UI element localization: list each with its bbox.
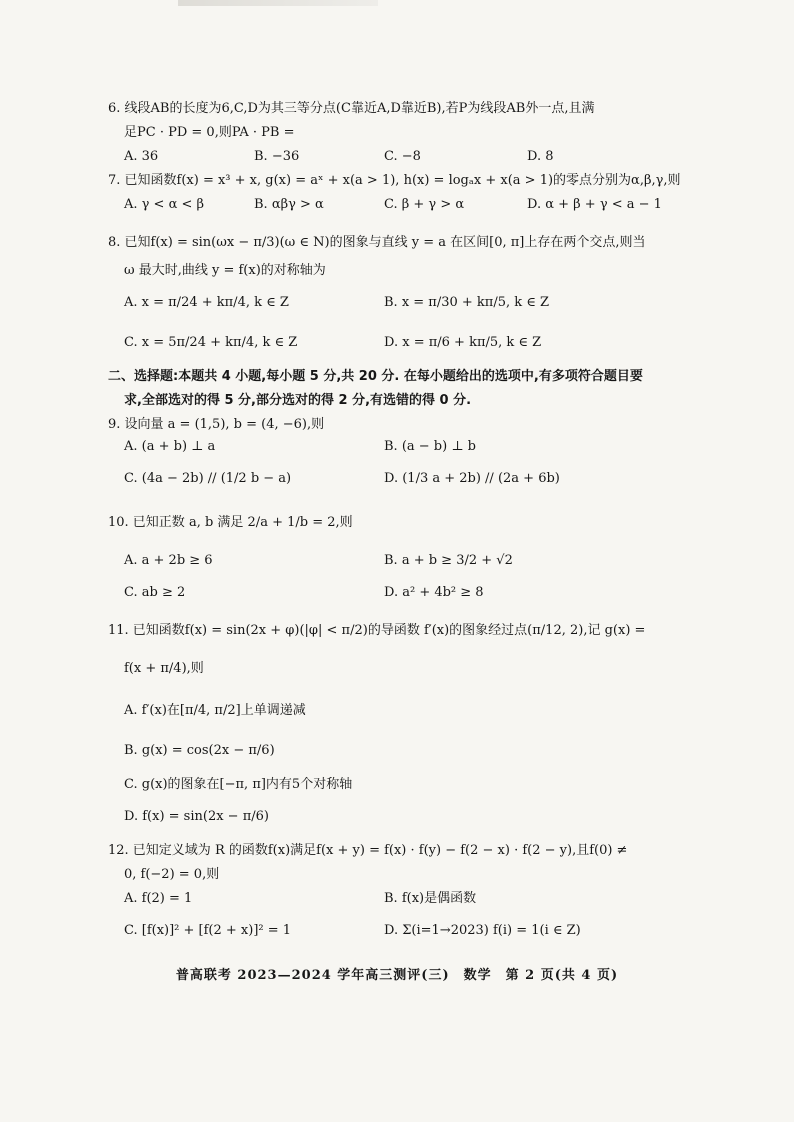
q6-stem-line1: 6. 线段AB的长度为6,C,D为其三等分点(C靠近A,D靠近B),若P为线段AB外一点,且满 xyxy=(108,101,595,116)
q9-option-c: C. (4a − 2b) // (1/2 b − a) xyxy=(124,471,292,486)
q10-option-b: B. a + b ≥ 3/2 + √2 xyxy=(384,553,513,568)
q12-stem-line1: 12. 已知定义域为 R 的函数f(x)满足f(x + y) = f(x) · f(y) − f(2 − x) · f(2 − y),且f(0) ≠ xyxy=(108,843,628,858)
q7-option-a: A. γ < α < β xyxy=(124,197,205,212)
q9-option-b: B. (a − b) ⊥ b xyxy=(384,439,477,454)
q12-option-b: B. f(x)是偶函数 xyxy=(384,891,477,906)
scan-artifact xyxy=(178,0,378,6)
q6-option-d: D. 8 xyxy=(527,149,554,164)
q11-stem-line2: f(x + π/4),则 xyxy=(124,661,204,676)
q8-stem-line1: 8. 已知f(x) = sin(ωx − π/3)(ω ∈ N)的图象与直线 y = a 在区间[0, π]上存在两个交点,则当 xyxy=(108,235,646,250)
q11-option-b: B. g(x) = cos(2x − π/6) xyxy=(124,743,275,758)
q10-option-d: D. a² + 4b² ≥ 8 xyxy=(384,585,484,600)
q12-option-c: C. [f(x)]² + [f(2 + x)]² = 1 xyxy=(124,923,292,938)
q9-option-a: A. (a + b) ⊥ a xyxy=(124,439,216,454)
q12-stem-line2: 0, f(−2) = 0,则 xyxy=(124,867,220,882)
q10-stem: 10. 已知正数 a, b 满足 2/a + 1/b = 2,则 xyxy=(108,515,353,530)
q12-option-d: D. Σ(i=1→2023) f(i) = 1(i ∈ Z) xyxy=(384,923,581,938)
q9-option-d: D. (1/3 a + 2b) // (2a + 6b) xyxy=(384,471,560,486)
q8-option-b: B. x = π/30 + kπ/5, k ∈ Z xyxy=(384,295,550,310)
section-2-instructions-line1: 二、选择题:本题共 4 小题,每小题 5 分,共 20 分. 在每小题给出的选项中,有多项符合题目要 xyxy=(108,369,643,384)
page-footer: 普高联考 2023—2024 学年高三测评(三) 数学 第 2 页(共 4 页) xyxy=(175,968,619,983)
q11-option-a: A. f′(x)在[π/4, π/2]上单调递减 xyxy=(124,703,306,718)
q7-option-c: C. β + γ > α xyxy=(384,197,465,212)
q11-option-d: D. f(x) = sin(2x − π/6) xyxy=(124,809,269,824)
q10-option-c: C. ab ≥ 2 xyxy=(124,585,186,600)
q11-option-c: C. g(x)的图象在[−π, π]内有5个对称轴 xyxy=(124,777,353,792)
q7-stem: 7. 已知函数f(x) = x³ + x, g(x) = aˣ + x(a > 1), h(x) = logₐx + x(a > 1)的零点分别为α,β,γ,则 xyxy=(108,173,681,188)
q6-option-c: C. −8 xyxy=(384,149,421,164)
q11-stem-line1: 11. 已知函数f(x) = sin(2x + φ)(|φ| < π/2)的导函数 f′(x)的图象经过点(π/12, 2),记 g(x) = xyxy=(108,623,646,638)
q8-stem-line2: ω 最大时,曲线 y = f(x)的对称轴为 xyxy=(124,263,326,278)
q6-option-b: B. −36 xyxy=(254,149,300,164)
q8-option-c: C. x = 5π/24 + kπ/4, k ∈ Z xyxy=(124,335,298,350)
q8-option-d: D. x = π/6 + kπ/5, k ∈ Z xyxy=(384,335,542,350)
q7-option-d: D. α + β + γ < a − 1 xyxy=(527,197,662,212)
q12-option-a: A. f(2) = 1 xyxy=(124,891,193,906)
section-2-instructions-line2: 求,全部选对的得 5 分,部分选对的得 2 分,有选错的得 0 分. xyxy=(124,393,472,408)
q7-option-b: B. αβγ > α xyxy=(254,197,324,212)
q8-option-a: A. x = π/24 + kπ/4, k ∈ Z xyxy=(124,295,289,310)
q10-option-a: A. a + 2b ≥ 6 xyxy=(124,553,213,568)
q6-option-a: A. 36 xyxy=(124,149,159,164)
q9-stem: 9. 设向量 a = (1,5), b = (4, −6),则 xyxy=(108,417,325,432)
q6-stem-line2: 足PC · PD = 0,则PA · PB = xyxy=(124,125,295,140)
